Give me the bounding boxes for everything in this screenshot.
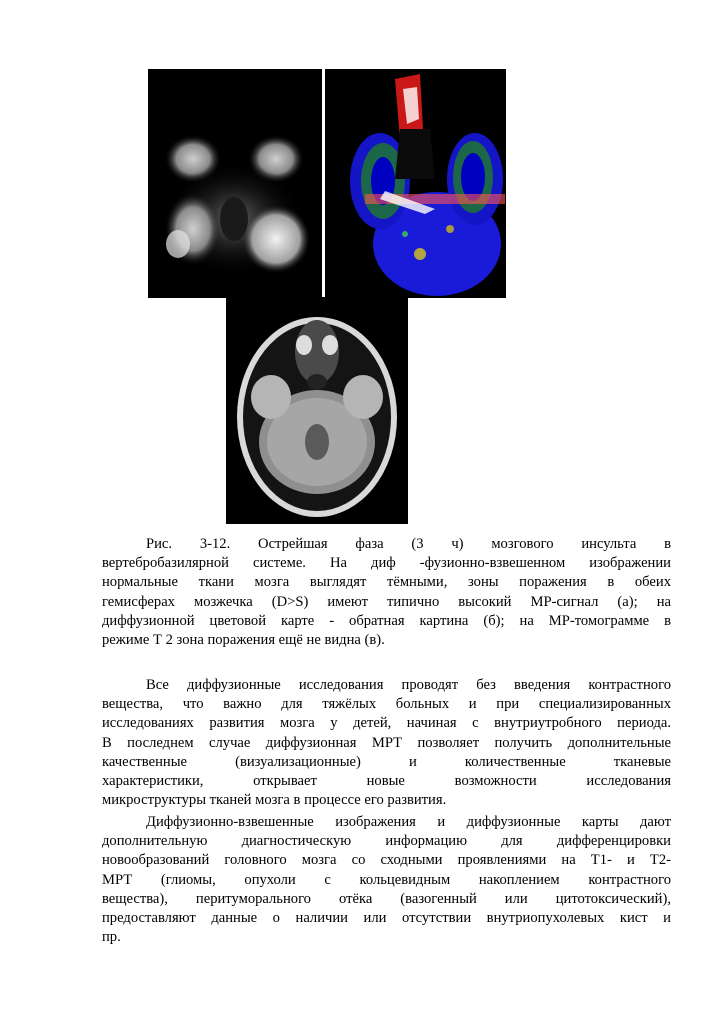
paragraph-line: новообразований головного мозга со сходными проявлениями на Т1- и Т2- <box>102 852 671 869</box>
paragraph-line: В последнем случае диффузионная МРТ позволяет получить дополнительные <box>102 734 671 751</box>
caption-line: диффузионной цветовой карте - обратная картина (б); на МР-томограмме в <box>102 612 671 629</box>
paragraph-line: Все диффузионные исследования проводят без введения контрастного <box>146 677 671 693</box>
caption-line: режиме Т 2 зона поражения ещё не видна (в). <box>102 632 385 649</box>
paragraph-line: качественные (визуализационные) и количественные тканевые <box>102 753 671 770</box>
figure-caption <box>102 535 671 650</box>
body-paragraph-2 <box>102 813 671 947</box>
caption-line: нормальные ткани мозга выглядят тёмными, зоны поражения в обеих <box>102 574 671 591</box>
paragraph-line: пр. <box>102 929 121 946</box>
paragraph-line: вещества), перитуморального отёка (вазогенный или цитотоксический), <box>102 890 671 907</box>
paragraph-line: предоставляют данные о наличии или отсутствии внутриопухолевых кист и <box>102 910 671 927</box>
body-paragraph-1 <box>102 676 671 810</box>
paragraph-line: вещества, что важно для тяжёлых больных и при специализированных <box>102 696 671 713</box>
caption-line: Рис. 3-12. Острейшая фаза (3 ч) мозгового инсульта в <box>146 536 671 552</box>
caption-line: вертебробазилярной системе. На диф -фузионно-взвешенном изображении <box>102 555 671 572</box>
paragraph-line: МРТ (глиомы, опухоли с кольцевидным накоплением контрастного <box>102 871 671 888</box>
t2-mri-image <box>226 297 408 524</box>
caption-line: гемисферах мозжечка (D>S) имеют типично высокий МР-сигнал (а); на <box>102 593 671 610</box>
paragraph-line: характеристики, открывает новые возможности исследования <box>102 773 671 790</box>
paragraph-line: исследованиях развития мозга у детей, начиная с внутриутробного периода. <box>102 715 671 732</box>
paragraph-line: Диффузионно-взвешенные изображения и диффузионные карты дают <box>146 814 671 830</box>
dwi-image <box>148 69 322 298</box>
diffusion-color-map <box>325 69 506 298</box>
paragraph-line: дополнительную диагностическую информацию для дифференцировки <box>102 833 671 850</box>
paragraph-line: микроструктуры тканей мозга в процессе его развития. <box>102 792 447 809</box>
